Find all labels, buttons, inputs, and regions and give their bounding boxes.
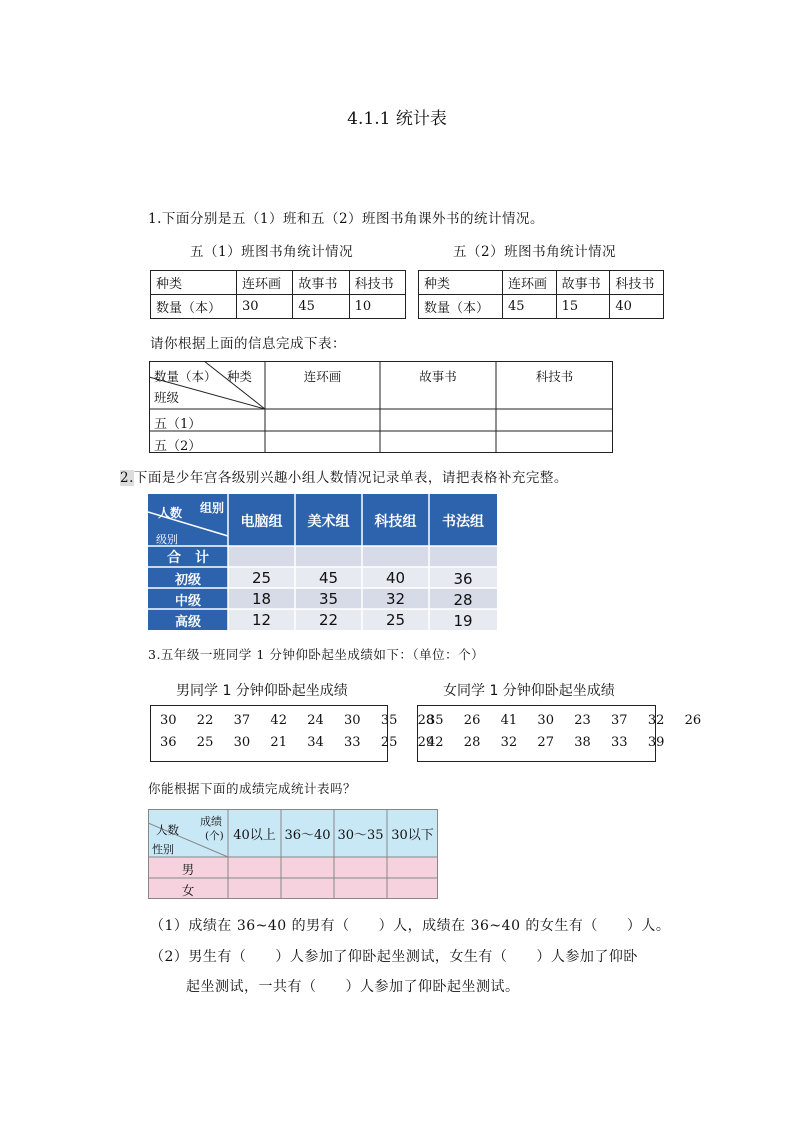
combined-col-header: 科技书 — [535, 369, 574, 384]
group-row-label: 高级 — [174, 615, 201, 630]
group-table — [148, 494, 497, 630]
group-cell: 36 — [453, 570, 473, 588]
group-col-header: 科技组 — [374, 514, 417, 530]
combined-row-label: 五（1） — [154, 417, 202, 432]
table-a-header: 科技书 — [349, 271, 405, 295]
table-b-caption: 五（2）班图书角统计情况 — [453, 244, 617, 260]
group-col-header: 书法组 — [442, 514, 484, 530]
situp-col-header: 40以上 — [233, 828, 276, 843]
combined-corner-top-right: 种类 — [227, 369, 253, 384]
question-2-number: 2. — [120, 470, 134, 486]
combined-col-header: 连环画 — [303, 369, 342, 384]
girls-scores-line: 35 26 41 30 23 37 32 26 — [427, 713, 702, 728]
group-cell: 32 — [385, 590, 406, 608]
group-row-label: 合 计 — [167, 550, 209, 566]
question-1-prompt: 请你根据上面的信息完成下表： — [150, 336, 346, 352]
boys-scores-line: 30 22 37 42 24 30 35 28 — [160, 713, 435, 728]
table-b-header: 连环画 — [503, 271, 557, 295]
question-3-prompt: 你能根据下面的成绩完成统计表吗？ — [148, 781, 357, 796]
table-b — [418, 270, 664, 319]
table-b-cell: 45 — [503, 295, 557, 319]
table-b-header: 种类 — [419, 271, 503, 295]
situp-corner-unit: (个) — [205, 830, 224, 842]
table-a-caption: 五（1）班图书角统计情况 — [190, 244, 354, 260]
group-cell: 25 — [251, 569, 272, 587]
situp-table — [148, 809, 438, 899]
situp-row-label: 男 — [181, 862, 195, 877]
group-cell: 18 — [251, 590, 272, 608]
situp-col-header: 30以下 — [391, 828, 434, 843]
group-cell: 40 — [385, 569, 406, 587]
question-1-text: 1.下面分别是五（1）班和五（2）班图书角课外书的统计情况。 — [148, 211, 545, 227]
situp-row-label: 女 — [181, 883, 195, 898]
group-cell: 45 — [318, 569, 339, 587]
group-corner-top-left: 人数 — [158, 506, 183, 520]
boys-caption: 男同学 1 分钟仰卧起坐成绩 — [176, 683, 348, 699]
sub-question-2-line2: 起坐测试，一共有（ ）人参加了仰卧起坐测试。 — [186, 979, 520, 995]
table-a-cell: 数量（本） — [151, 295, 237, 319]
situp-col-header: 30～35 — [337, 828, 384, 843]
table-a-cell: 30 — [237, 295, 293, 319]
girls-scores-box — [417, 705, 702, 762]
group-corner-top-right: 组别 — [200, 501, 225, 515]
group-cell: 35 — [318, 590, 339, 608]
group-col-header: 美术组 — [307, 514, 350, 530]
sub-question-2-line1: （2）男生有（ ）人参加了仰卧起坐测试，女生有（ ）人参加了仰卧 — [150, 949, 638, 965]
group-corner-bottom: 级别 — [156, 533, 178, 546]
combined-table — [149, 361, 613, 453]
table-a-header: 连环画 — [237, 271, 293, 295]
group-col-header: 电脑组 — [240, 514, 283, 530]
table-a-header: 故事书 — [293, 271, 349, 295]
group-cell: 28 — [453, 591, 473, 609]
question-3-text: 3.五年级一班同学 1 分钟仰卧起坐成绩如下：（单位：个） — [148, 647, 485, 662]
table-b-header: 故事书 — [556, 271, 610, 295]
table-a-cell: 10 — [349, 295, 405, 319]
situp-col-header: 36～40 — [284, 828, 331, 843]
table-a-header: 种类 — [151, 271, 237, 295]
table-a — [150, 270, 406, 319]
group-row-label: 初级 — [174, 573, 201, 588]
group-cell: 19 — [453, 612, 473, 630]
group-cell: 12 — [251, 611, 272, 629]
group-cell: 22 — [318, 611, 339, 629]
table-b-header: 科技书 — [610, 271, 664, 295]
sub-question-1: （1）成绩在 36~40 的男有（ ）人，成绩在 36~40 的女生有（ ）人。 — [150, 918, 671, 934]
boys-scores-box — [150, 705, 435, 762]
table-b-cell: 数量（本） — [419, 295, 503, 319]
combined-corner-top-left: 数量（本） — [154, 369, 217, 384]
group-row-label: 中级 — [174, 594, 201, 609]
combined-row-label: 五（2） — [154, 439, 202, 454]
girls-caption: 女同学 1 分钟仰卧起坐成绩 — [443, 683, 615, 699]
girls-scores-line: 42 28 32 27 38 33 39 — [427, 735, 665, 750]
group-cell: 25 — [385, 611, 406, 629]
combined-corner-bottom: 班级 — [154, 390, 180, 405]
table-a-cell: 45 — [293, 295, 349, 319]
situp-corner-top-left: 人数 — [156, 823, 179, 837]
question-2-text — [120, 466, 568, 486]
page-title: 4.1.1 统计表 — [347, 109, 447, 129]
boys-scores-line: 36 25 30 21 34 33 25 29 — [160, 735, 435, 750]
situp-corner-bottom: 性别 — [152, 843, 174, 856]
question-2-body: 下面是少年宫各级别兴趣小组人数情况记录单表，请把表格补充完整。 — [133, 470, 568, 486]
table-b-cell: 15 — [556, 295, 610, 319]
table-b-cell: 40 — [610, 295, 664, 319]
situp-corner-top-right: 成绩 — [200, 815, 222, 828]
combined-col-header: 故事书 — [419, 369, 457, 384]
